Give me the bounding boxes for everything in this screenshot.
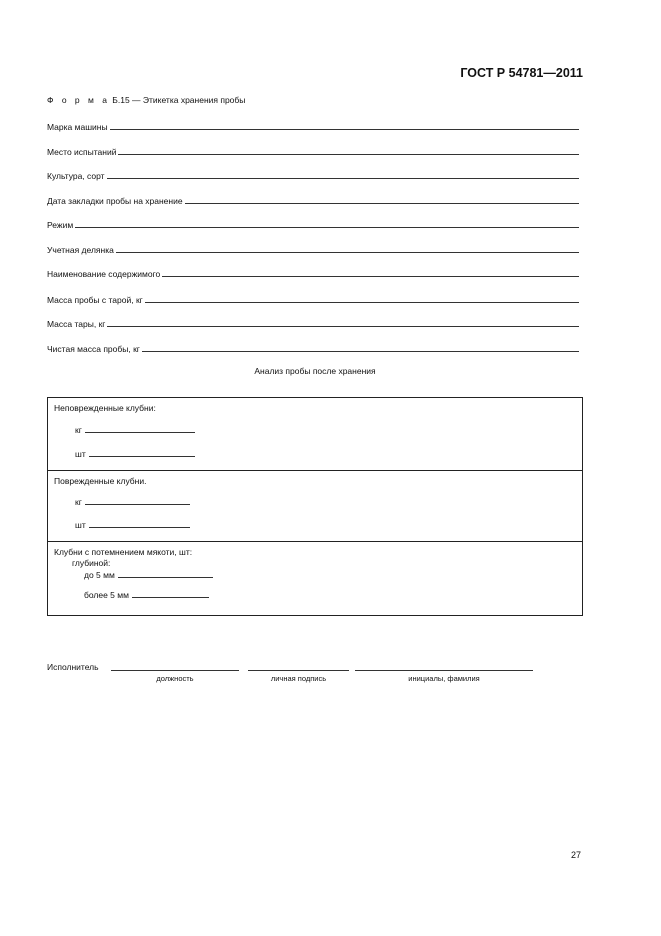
field-machine-brand[interactable] [47, 120, 579, 132]
field-label: Учетная делянка [47, 245, 114, 255]
undamaged-pcs-field[interactable] [75, 447, 195, 459]
field-mode[interactable] [47, 218, 579, 230]
section-damaged [48, 470, 582, 542]
blank-line[interactable] [89, 455, 195, 457]
field-blank-line[interactable] [118, 153, 579, 155]
unit-label: шт [75, 520, 86, 530]
blank-line[interactable] [85, 503, 190, 505]
field-plot[interactable] [47, 243, 579, 255]
field-label: Марка машины [47, 122, 108, 132]
field-label: Наименование содержимого [47, 269, 161, 279]
field-blank-line[interactable] [75, 226, 579, 228]
blank-line[interactable] [118, 576, 213, 578]
field-label: Культура, сорт [47, 171, 105, 181]
position-caption: должность [156, 674, 194, 683]
unit-label: кг [75, 497, 82, 507]
page-number: 27 [570, 850, 581, 860]
unit-label: кг [75, 425, 82, 435]
name-caption: инициалы, фамилия [408, 674, 480, 683]
field-gross-mass[interactable] [47, 293, 579, 305]
field-net-mass[interactable] [47, 342, 579, 354]
analysis-title: Анализ пробы после хранения [254, 366, 376, 376]
section-undamaged [48, 398, 582, 470]
signature-line[interactable] [248, 669, 349, 671]
analysis-table [47, 397, 583, 616]
field-blank-line[interactable] [107, 177, 579, 179]
damaged-kg-field[interactable] [75, 495, 190, 507]
field-label: Масса тары, кг [47, 319, 106, 329]
field-blank-line[interactable] [142, 350, 579, 352]
field-blank-line[interactable] [116, 251, 579, 253]
executor-label: Исполнитель [47, 662, 99, 672]
range-label: до 5 мм [84, 570, 115, 580]
field-storage-date[interactable] [47, 194, 579, 206]
section-darkened-flesh [48, 541, 582, 615]
standard-header: ГОСТ Р 54781—2011 [460, 66, 583, 80]
field-culture-variety[interactable] [47, 169, 579, 181]
section-title: Клубни с потемнением мякоти, шт: [54, 547, 193, 557]
field-blank-line[interactable] [110, 128, 579, 130]
blank-line[interactable] [89, 526, 190, 528]
blank-line[interactable] [85, 431, 195, 433]
undamaged-kg-field[interactable] [75, 423, 195, 435]
field-blank-line[interactable] [162, 275, 579, 277]
darkened-over5-field[interactable] [84, 588, 209, 600]
field-label: Масса пробы с тарой, кг [47, 295, 143, 305]
signature-block [47, 660, 547, 674]
depth-label: глубиной: [72, 558, 111, 568]
field-label: Дата закладки пробы на хранение [47, 196, 183, 206]
field-blank-line[interactable] [145, 301, 579, 303]
field-label: Чистая масса пробы, кг [47, 344, 140, 354]
section-title: Поврежденные клубни. [54, 476, 147, 486]
field-label: Место испытаний [47, 147, 117, 157]
unit-label: шт [75, 449, 86, 459]
form-prefix: Ф о р м а [47, 95, 110, 105]
blank-line[interactable] [132, 596, 209, 598]
position-line[interactable] [111, 669, 239, 671]
name-line[interactable] [355, 669, 533, 671]
form-title [47, 95, 245, 105]
darkened-upto5-field[interactable] [84, 568, 213, 580]
damaged-pcs-field[interactable] [75, 518, 190, 530]
field-label: Режим [47, 220, 74, 230]
field-blank-line[interactable] [185, 202, 579, 204]
range-label: более 5 мм [84, 590, 129, 600]
section-title: Неповрежденные клубни: [54, 403, 156, 413]
field-tare-mass[interactable] [47, 317, 579, 329]
field-blank-line[interactable] [107, 325, 579, 327]
field-contents-name[interactable] [47, 267, 579, 279]
signature-caption: личная подпись [270, 674, 327, 683]
form-title-text: Б.15 — Этикетка хранения пробы [109, 95, 246, 105]
field-test-place[interactable] [47, 145, 579, 157]
